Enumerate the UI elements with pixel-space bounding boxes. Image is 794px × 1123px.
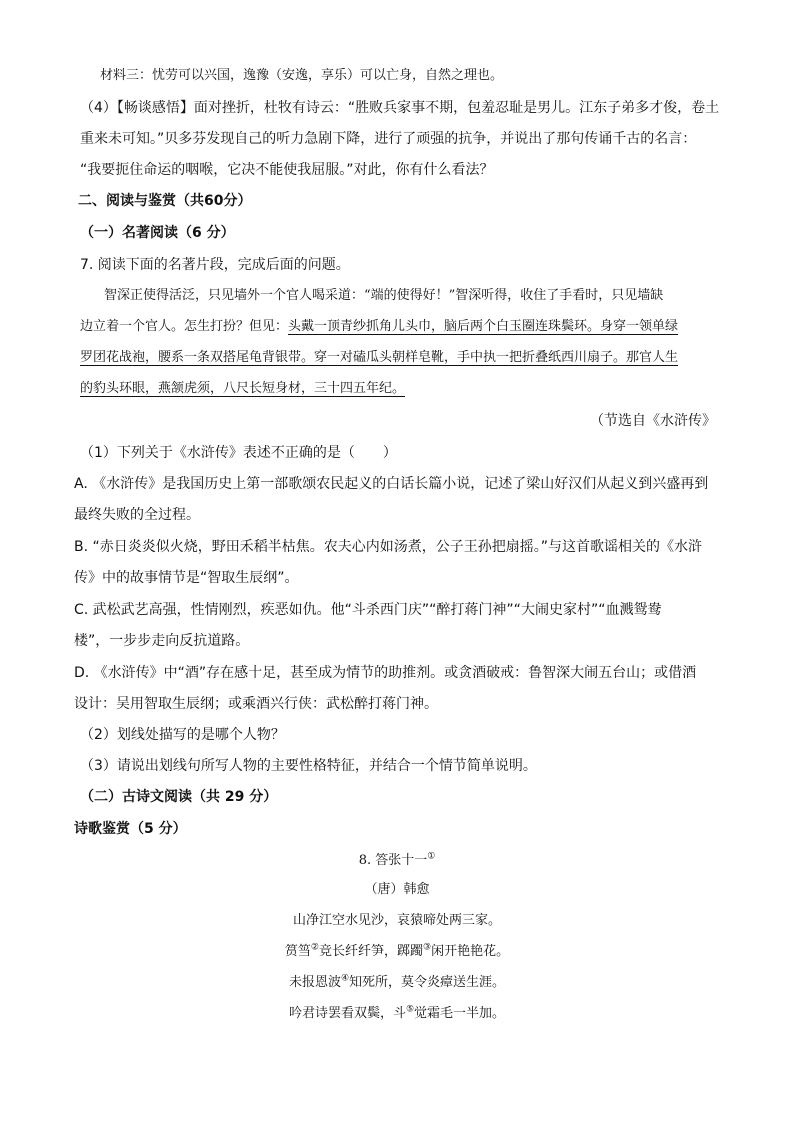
footnote-marker: ②: [310, 942, 319, 953]
poetry-heading: 诗歌鉴赏（5 分）: [74, 821, 187, 837]
passage-line-1: 智深正使得活泛，只见墙外一个官人喝采道：“端的使得好！”智深听得，收住了手看时，只见墙缺: [104, 288, 664, 303]
option-c-line-2: 楼”，一步步走向反抗道路。: [74, 633, 250, 649]
passage-line-2-plain: 边立着一个官人。怎生打扮？但见：: [80, 319, 289, 334]
passage-line-2: [80, 317, 678, 337]
poem-line-3: [0, 973, 794, 993]
poem-line-2: [0, 942, 794, 962]
question-1-stem: （1）下列关于《水浒传》表述不正确的是（ ）: [80, 445, 397, 461]
poem-title: [0, 851, 794, 871]
footnote-marker: ③: [423, 942, 432, 953]
option-a-line-1: A. 《水浒传》是我国历史上第一部歌颂农民起义的白话长篇小说，记述了梁山好汉们从起义到兴盛再到: [74, 476, 709, 492]
question-4-line-1: （4）【畅谈感悟】面对挫折，杜牧有诗云：“胜败兵家事不期，包羞忍耻是男儿。江东子弟多才俊，卷土: [80, 100, 720, 116]
material-three: 材料三：忧劳可以兴国，逸豫（安逸，享乐）可以亡身，自然之理也。: [100, 68, 504, 83]
option-d-line-2: 设计：吴用智取生辰纲；或乘酒兴行侠：武松醉打蒋门神。: [74, 696, 438, 712]
poem-line-2-a: 筼筜: [284, 944, 311, 959]
question-2: （2）划线处描写的是哪个人物？: [80, 727, 285, 743]
poem-line-2-b: 竞长纤纤笋，踯躅: [318, 944, 423, 959]
footnote-marker: ①: [427, 851, 436, 862]
poem-line-4-b: 觉霜毛一半加。: [414, 1006, 506, 1021]
question-3: （3）请说出划线句所写人物的主要性格特征，并结合一个情节简单说明。: [80, 758, 537, 774]
poem-line-2-c: 闲开艳艳花。: [431, 944, 510, 959]
option-b-line-2: 传》中的故事情节是“智取生辰纲”。: [74, 570, 299, 586]
subsection-2-heading: （二）古诗文阅读（共 29 分）: [80, 789, 278, 805]
option-d-line-1: D. 《水浒传》中“酒”存在感十足，甚至成为情节的助推剂。或贪酒破戒：鲁智深大闹五台山；或借酒: [74, 665, 697, 681]
option-a-line-2: 最终失败的全过程。: [74, 507, 200, 523]
poem-line-4: [0, 1004, 794, 1024]
poem-title-text: 8. 答张十一: [358, 853, 428, 868]
passage-underline-2: 罗团花战袍，腰系一条双搭尾龟背银带。穿一对磕瓜头朝样皂靴，手中执一把折叠纸西川扇子。那官人生: [80, 350, 679, 365]
option-b-line-1: B. “赤日炎炎似火烧，野田禾稻半枯焦。农夫心内如汤煮，公子王孙把扇摇。”与这首歌谣相关的《水浒: [74, 539, 703, 555]
poem-line-3-b: 知死所，莫令炎瘴送生涯。: [349, 975, 506, 990]
footnote-marker: ⑤: [405, 1004, 415, 1015]
passage-underline-3: 的豹头环眼，燕颔虎须，八尺长短身材，三十四五年纪。: [80, 381, 406, 396]
subsection-1-heading: （一）名著阅读（6 分）: [80, 225, 235, 241]
passage-underline-1: 头戴一顶青纱抓角儿头巾，脑后两个白玉圈连珠鬓环。身穿一领单绿: [288, 319, 679, 334]
question-7-prompt: 7. 阅读下面的名著片段，完成后面的问题。: [80, 257, 350, 273]
question-4-line-3: “我要扼住命运的咽喉，它决不能使我屈服。”对此，你有什么看法？: [80, 162, 494, 178]
poem-author: （唐）韩愈: [364, 882, 430, 897]
poem-line-3-a: 未报恩波: [288, 975, 341, 990]
section-2-heading: 二、阅读与鉴赏（共60分）: [78, 193, 252, 209]
poem-line-4-a: 吟君诗罢看双鬓，斗: [288, 1006, 406, 1021]
question-4-line-2: 重来未可知。”贝多芬发现自己的听力急剧下降，进行了顽强的抗争，并说出了那句传诵千古的名言：: [80, 131, 697, 147]
passage-source: （节选自《水浒传》: [590, 413, 716, 429]
passage-line-4: [80, 379, 405, 399]
footnote-marker: ④: [340, 973, 350, 984]
option-c-line-1: C. 武松武艺高强，性情刚烈，疾恶如仇。他“斗杀西门庆”“醉打蒋门神”“大闹史家村”“血溅鸳鸯: [74, 602, 662, 618]
poem-line-1: 山净江空水见沙，哀猿啼处两三家。: [292, 913, 501, 928]
